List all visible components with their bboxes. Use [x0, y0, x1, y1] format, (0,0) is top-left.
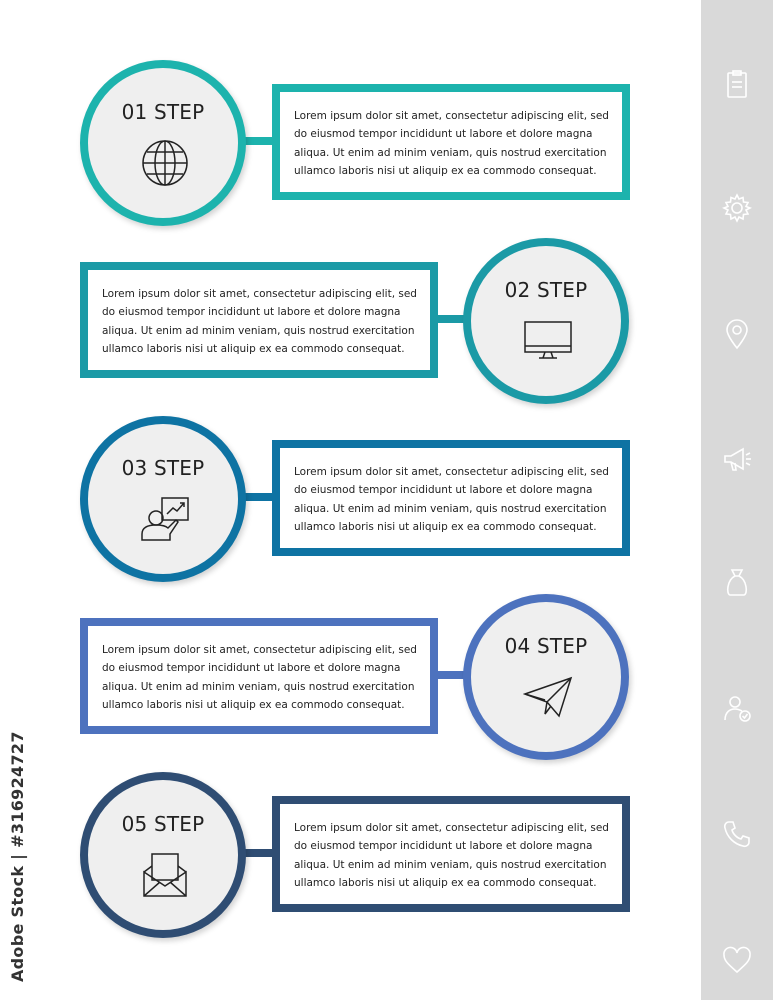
- step-1-text: Lorem ipsum dolor sit amet, consectetur adipiscing elit, sed do eiusmod tempor incididunt ut labore et dolore magna aliqua. Ut enim ad minim veniam, quis nostrud exercitation ullamco laboris nisi ut aliquip ex ea commodo consequat.: [294, 110, 609, 177]
- step-3-text: Lorem ipsum dolor sit amet, consectetur adipiscing elit, sed do eiusmod tempor incididunt ut labore et dolore magna aliqua. Ut enim ad minim veniam, quis nostrud exercitation ullamco laboris nisi ut aliquip ex ea commodo consequat.: [294, 466, 609, 533]
- clipboard-icon[interactable]: [721, 68, 753, 100]
- step-2: [0, 238, 700, 408]
- step-4: [0, 594, 700, 764]
- paper-plane-icon: [523, 672, 573, 722]
- step-5-text: Lorem ipsum dolor sit amet, consectetur adipiscing elit, sed do eiusmod tempor incididunt ut labore et dolore magna aliqua. Ut enim ad minim veniam, quis nostrud exercitation ullamco laboris nisi ut aliquip ex ea commodo consequat.: [294, 822, 609, 889]
- heart-icon[interactable]: [721, 944, 753, 976]
- globe-icon: [140, 138, 190, 188]
- step-5-textbox: [272, 796, 630, 912]
- step-5-label: 05 STEP: [121, 812, 205, 836]
- step-3-circle: [80, 416, 246, 582]
- phone-icon[interactable]: [721, 818, 753, 850]
- step-2-textbox: [80, 262, 438, 378]
- step-4-textbox: [80, 618, 438, 734]
- envelope-letter-icon: [140, 850, 190, 900]
- step-5-circle: [80, 772, 246, 938]
- step-2-label: 02 STEP: [504, 278, 588, 302]
- step-3: [0, 416, 700, 586]
- step-1-textbox: [272, 84, 630, 200]
- step-3-label: 03 STEP: [121, 456, 205, 480]
- step-4-text: Lorem ipsum dolor sit amet, consectetur adipiscing elit, sed do eiusmod tempor incididunt ut labore et dolore magna aliqua. Ut enim ad minim veniam, quis nostrud exercitation ullamco laboris nisi ut aliquip ex ea commodo consequat.: [102, 644, 417, 711]
- step-2-text: Lorem ipsum dolor sit amet, consectetur adipiscing elit, sed do eiusmod tempor incididunt ut labore et dolore magna aliqua. Ut enim ad minim veniam, quis nostrud exercitation ullamco laboris nisi ut aliquip ex ea commodo consequat.: [102, 288, 417, 355]
- gear-icon[interactable]: [721, 192, 753, 224]
- step-3-textbox: [272, 440, 630, 556]
- stock-id-text: Adobe Stock | #316924727: [8, 731, 27, 982]
- presentation-user-icon: [140, 494, 190, 544]
- step-4-label: 04 STEP: [504, 634, 588, 658]
- user-check-icon[interactable]: [721, 692, 753, 724]
- sidebar: [701, 0, 773, 1000]
- step-2-circle: [463, 238, 629, 404]
- step-5: [0, 772, 700, 942]
- step-1-circle: [80, 60, 246, 226]
- step-4-circle: [463, 594, 629, 760]
- megaphone-icon[interactable]: [721, 443, 753, 475]
- step-1-label: 01 STEP: [121, 100, 205, 124]
- monitor-icon: [523, 316, 573, 366]
- map-pin-icon[interactable]: [721, 318, 753, 350]
- money-bag-icon[interactable]: [721, 566, 753, 598]
- step-1: [0, 60, 700, 230]
